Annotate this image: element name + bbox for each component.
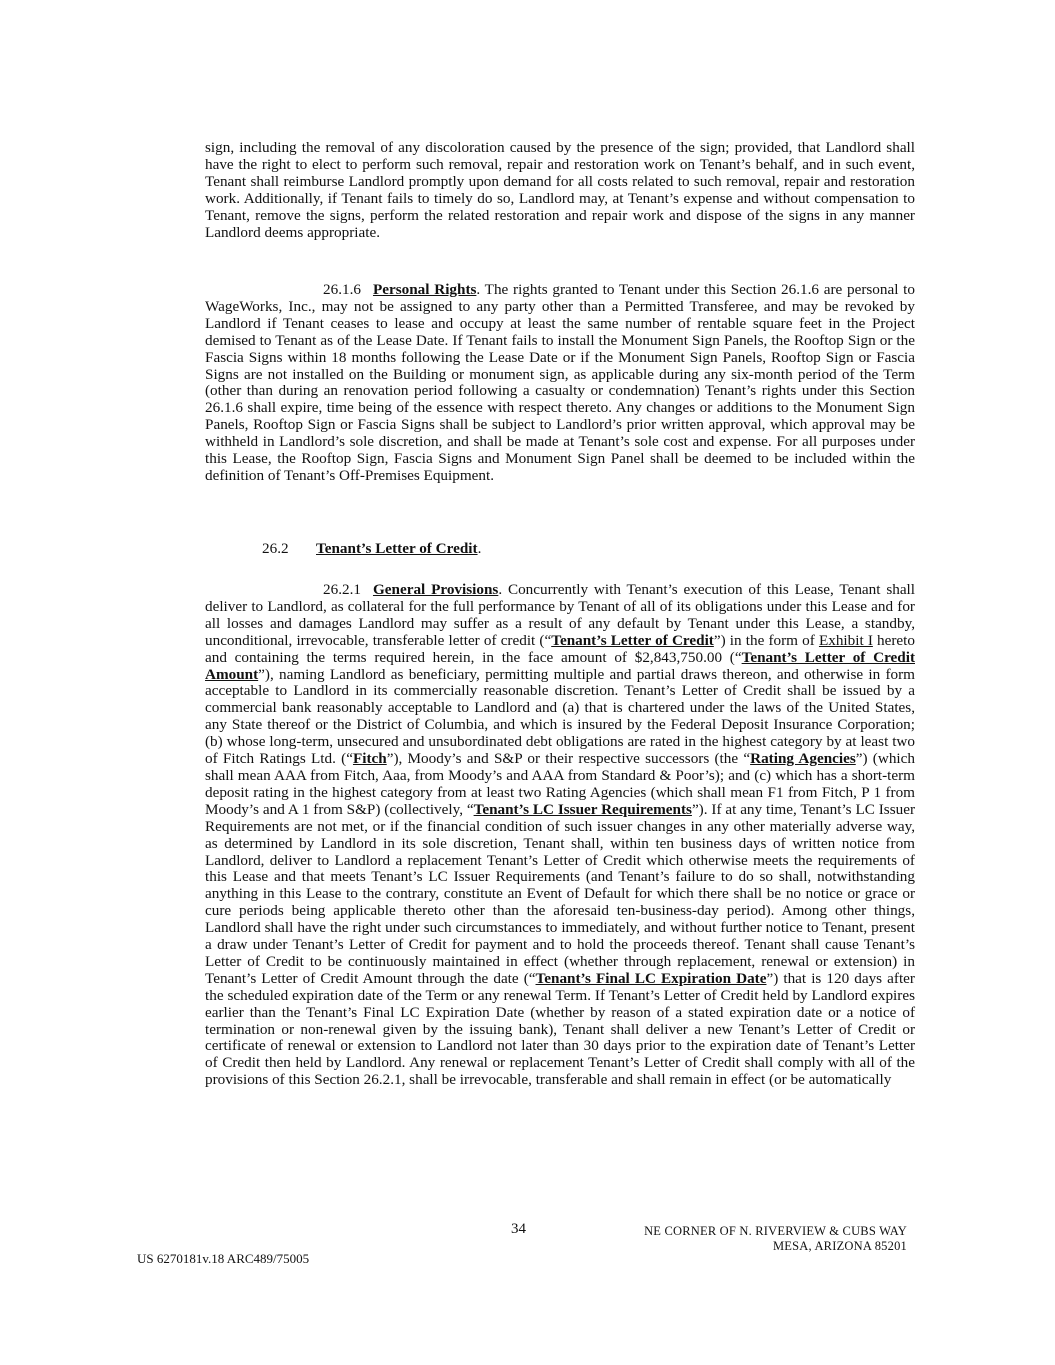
defined-term: Tenant’s Letter of Credit (551, 631, 714, 649)
section-26-2-1: 26.2.1 General Provisions. Concurrently with Tenant’s execution of this Lease, Tenant shall deliver to Landlord, as collateral for the full performance by Tenant of all of its obligations under this Lease and for all losses and damages Landlord may suffer as a result of any default by Tenant under this Lease, a standby, unconditional, irrevocable, transferable letter of credit (“Tenant’s Letter of Credit”) in the form of Exhibit I hereto and containing the terms required herein, in the face amount of $2,843,750.00 (“Tenant’s Letter of Credit Amount”), naming Landlord as beneficiary, permitting multiple and partial draws thereon, and otherwise in form acceptable to Landlord in its commercially reasonable discretion. Tenant’s Letter of Credit shall be issued by a commercial bank reasonably acceptable to Landlord and (a) that is chartered under the laws of the United States, any State thereof or the District of Columbia, and which is insured by the Federal Deposit Insurance Corporation; (b) whose long-term, unsecured and unsubordinated debt obligations are rated in the highest category by at least two of Fitch Ratings Ltd. (“Fitch”), Moody’s and S&P or their respective successors (the “Rating Agencies”) (which shall mean AAA from Fitch, Aaa, from Moody’s and AAA from Standard & Poor’s); and (c) which has a short-term deposit rating in the highest category from at least two Rating Agencies (which shall mean F1 from Fitch, P 1 from Moody’s and A 1 from S&P) (collectively, “Tenant’s LC Issuer Requirements”). If at any time, Tenant’s LC Issuer Requirements are not met, or if the financial condition of such issuer changes in any other materially adverse way, as determined by Landlord in its sole discretion, Tenant shall, within ten business days of written notice from Landlord, deliver to Landlord a replacement Tenant’s Letter of Credit which otherwise meets the requirements of this Lease and that meets Tenant’s LC Issuer Requirements (and Tenant’s failure to do so shall, notwithstanding anything in this Lease to the contrary, constitute an Event of Default for which there shall be no notice or grace or cure periods being applicable thereto other than the aforesaid ten-business-day period). Among other things, Landlord shall have the right under such circumstances to immediately, and without further notice to Tenant, present a draw under Tenant’s Letter of Credit for payment and to hold the proceeds thereof. Tenant shall cause Tenant’s Letter of Credit to be continuously maintained in effect (whether through replacement, renewal or extension) in Tenant’s Letter of Credit Amount through the date (“Tenant’s Final LC Expiration Date”) that is 120 days after the scheduled expiration date of the Term or any renewal Term. If Tenant’s Letter of Credit held by Landlord expires earlier than the Tenant’s Final LC Expiration Date (whether by reason of a stated expiration date or a notice of termination or non-renewal given by the issuing bank), Tenant shall deliver a new Tenant’s Letter of Credit or certificate of renewal or extension to Landlord not later than 30 days prior to the expiration date of Tenant’s Letter of Credit then held by Landlord. Any renewal or replacement Tenant’s Letter of Credit shall comply with all of the provisions of this Section 26.2.1, shall be irrevocable, transferable and shall remain in effect (or be automatically (205, 581, 915, 1089)
section-26-1-6 (205, 282, 915, 485)
defined-term: Fitch (352, 750, 387, 768)
section-number: 26.2 (262, 540, 289, 557)
address-line-2: MESA, ARIZONA 85201 (772, 1239, 907, 1253)
defined-term: Rating Agencies (750, 750, 856, 768)
paragraph-sign-removal: sign, including the removal of any discoloration caused by the presence of the sign; provided, that Landlord shall have the right to elect to perform such removal, repair and restoration work on Tenant’s behalf, and in such event, Tenant shall reimburse Landlord promptly upon demand for all costs related to such removal, repair and restoration work. Additionally, if Tenant fails to timely do so, Landlord may, at Tenant’s expense and without compensation to Tenant, remove the signs, perform the related restoration and repair work and dispose of the signs in any manner Landlord deems appropriate. (205, 139, 915, 241)
section-number: 26.2.1 (323, 581, 361, 598)
footer-address (644, 1224, 907, 1254)
section-26-2-heading: 26.2 Tenant’s Letter of Credit. (205, 541, 915, 558)
page-number: 34 (511, 1221, 526, 1237)
section-number: 26.1.6 (323, 281, 361, 298)
section-heading: Tenant’s Letter of Credit (316, 540, 478, 557)
section-heading: Personal Rights (372, 281, 477, 298)
section-text: . The rights granted to Tenant under this Section 26.1.6 are personal to WageWorks, Inc., may not be assigned to any party other than a Permitted Transferee, and may be revoked by Landlord if Tenant ceases to lease and occupy at least the same number of rentable square feet in the Project demised to Tenant as of the Lease Date. If Tenant fails to install the Monument Sign Panels, the Rooftop Sign or the Fascia Signs within 18 months following the Lease Date or if the Monument Sign Panels, Rooftop Sign or Fascia Signs are not installed on the Building or monument sign, as applicable during any six-month period of the Term (other than during an renovation period following a casualty or condemnation) Tenant’s rights under this Section 26.1.6 shall expire, time being of the essence with respect thereto. Any changes or additions to the Monument Sign Panels, Rooftop Sign or Fascia Signs shall be subject to Landlord’s prior written approval, which approval may be withheld in Landlord’s sole discretion, and shall be made at Tenant’s sole cost and expense. For all purposes under this Lease, the Rooftop Sign, Fascia Signs and Monument Sign Panel shall be deemed to be included within the definition of Tenant’s Off-Premises Equipment. (205, 281, 915, 484)
section-heading: General Provisions (372, 581, 499, 598)
defined-term: Tenant’s LC Issuer Requirements (473, 800, 692, 818)
defined-term: Tenant’s Letter of Credit Amount (205, 648, 915, 683)
document-id: US 6270181v.18 ARC489/75005 (137, 1251, 310, 1266)
address-line-1: NE CORNER OF N. RIVERVIEW & CUBS WAY (644, 1224, 907, 1238)
defined-term: Tenant’s Final LC Expiration Date (535, 969, 767, 987)
exhibit-reference: Exhibit I (818, 631, 873, 649)
